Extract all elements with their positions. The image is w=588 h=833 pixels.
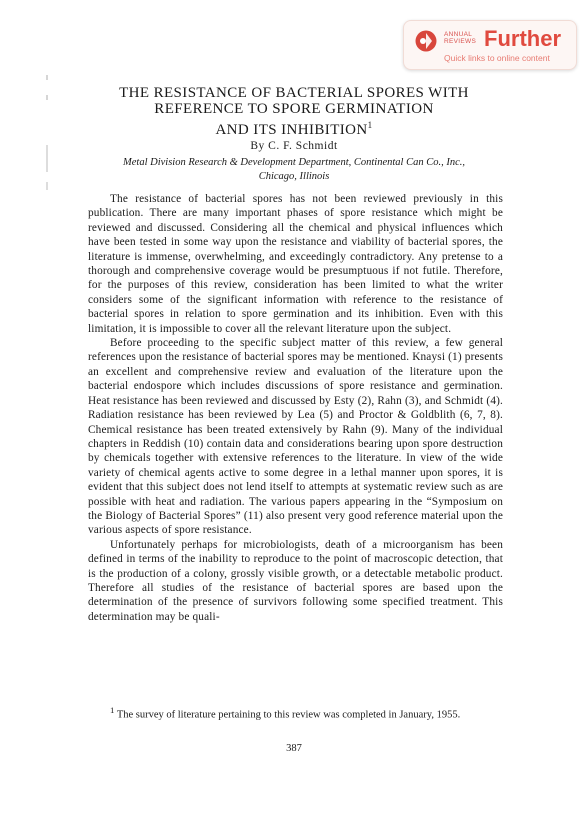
paragraph: Unfortunately perhaps for microbiologists, death of a microorganism has been defined in terms of the inability to reproduce to the point of macroscopic detection, that is the production of a colony, grossly visible growth, or a detectable metabolic product. Therefore all studies of the resistance of bacterial spores are based upon the determination of the presence of survivors following some specified treatment. This determination may be quali- — [88, 538, 503, 623]
author-line: By C. F. Schmidt — [250, 140, 338, 152]
annual-reviews-logo-icon — [415, 30, 437, 52]
body-text — [88, 192, 503, 624]
badge-subtitle: Quick links to online content — [444, 53, 550, 63]
brand-wordmark: ANNUAL REVIEWS — [444, 31, 477, 45]
further-badge[interactable] — [403, 20, 577, 70]
margin-scan-marks — [44, 70, 50, 210]
page-number: 387 — [286, 743, 302, 754]
paragraph: The resistance of bacterial spores has not been reviewed previously in this publication. There are many important phases of spore resistance which might be reviewed and discussed. Considering all the chemical and physical influences which have been tested in some way upon the resistance and viability of bacterial spores, the literature is immense, overwhelming, and exceedingly contradictory. Any pretense to a thorough and comprehensive coverage would be presumptuous if not futile. Therefore, for the purposes of this review, consideration has been limited to what the writer considers some of the significant information with reference to the resistance of bacterial spores in relation to spore germination and its inhibition. Even with this limitation, it is impossible to cover all the relevant literature upon the subject. — [88, 193, 503, 335]
article-title: THE RESISTANCE OF BACTERIAL SPORES WITH REFERENCE TO SPORE GERMINATION AND ITS INHIBITION$^1$ — [119, 85, 469, 138]
footnote: $^1$ The survey of literature pertaining to this review was completed in January, 1955. — [110, 705, 461, 721]
paragraph: Before proceeding to the specific subject matter of this review, a few general references upon the resistance of bacterial spores may be mentioned. Knaysi (1) presents an excellent and comprehensive review and evaluation of the literature upon the bacterial endospore which includes discussions of spore resistance and germination. Heat resistance has been reviewed and discussed by Esty (2), Rahn (3), and Schmidt (4). Radiation resistance has been reviewed by Lea (5) and Proctor & Goldblith (6, 7, 8). Chemical resistance has been treated extensively by Rahn (9). Many of the individual chapters in Reddish (10) contain data and considerations bearing upon spore destruction by chemicals together with extensive references to the literature. In view of the wide variety of chemical agents active to some degree in a lethal manner upon spores, it is evident that this subject does not lend itself to attempts at systematic review such as are possible with heat and radiation. The various papers appearing in the “Symposium on the Biology of Bacterial Spores” (11) also present very good reference material upon the various aspects of spore resistance. — [88, 337, 503, 537]
affiliation: Metal Division Research & Development Department, Continental Can Co., Inc., Chicago, Illinois — [123, 157, 465, 182]
badge-title: Further — [484, 26, 561, 51]
title-footnote-mark: 1 — [367, 120, 373, 130]
